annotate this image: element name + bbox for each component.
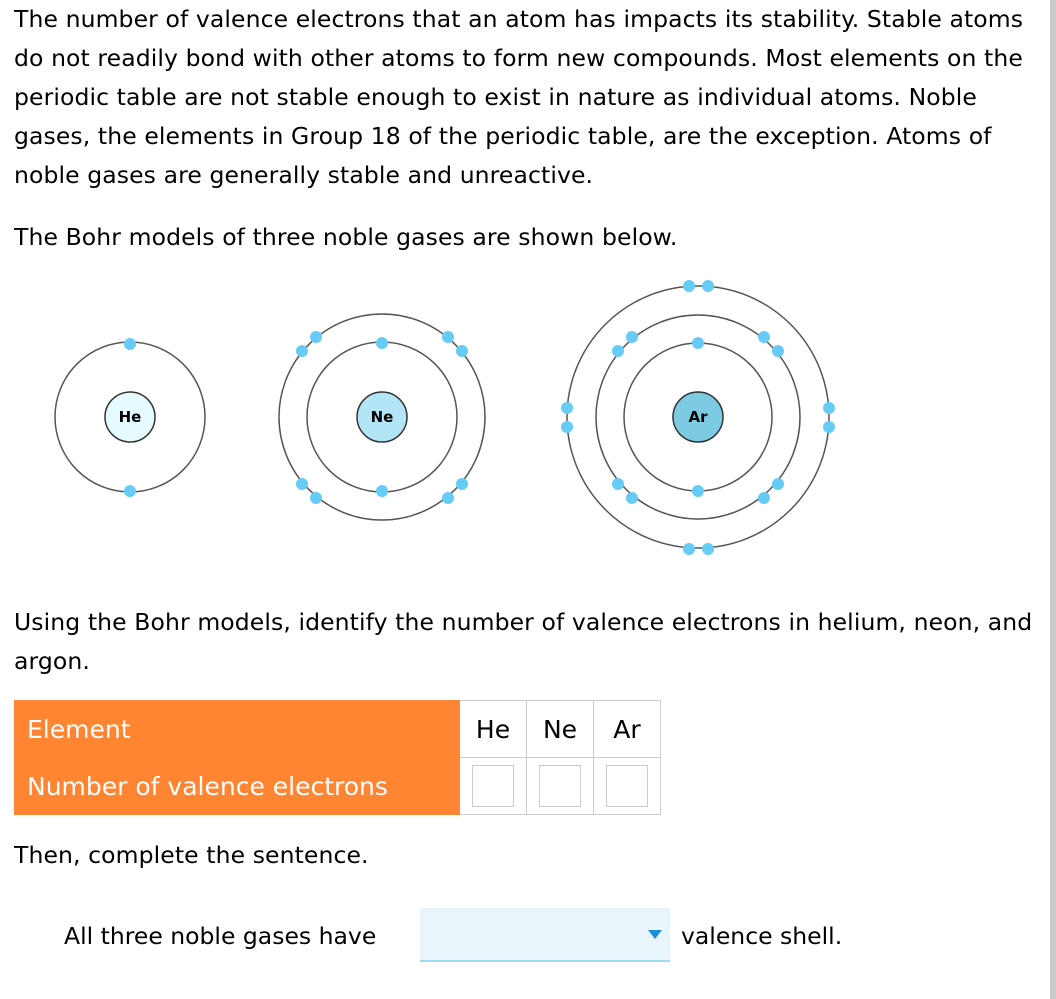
electron (310, 331, 322, 343)
electron (692, 485, 704, 497)
then-text: Then, complete the sentence. (14, 841, 369, 869)
valence-header: Number of valence electrons (15, 758, 460, 815)
electron (456, 345, 468, 357)
electron (561, 402, 573, 414)
electron (702, 280, 714, 292)
cell-he (460, 758, 527, 815)
electron (376, 337, 388, 349)
argon-model (561, 280, 835, 555)
neon-label: Ne (370, 408, 394, 426)
sentence-end: valence shell. (681, 922, 843, 950)
bohr-models-figure (0, 270, 1040, 560)
helium-model (55, 338, 205, 497)
electron (124, 485, 136, 497)
electron (376, 485, 388, 497)
ne-valence-input[interactable] (539, 765, 581, 807)
he-valence-input[interactable] (472, 765, 514, 807)
sentence (64, 908, 964, 964)
ar-valence-input[interactable] (606, 765, 648, 807)
table-row (15, 701, 661, 758)
electron (823, 402, 835, 414)
question-text: Using the Bohr models, identify the number of valence electrons in helium, neon, and argon. (14, 608, 1033, 675)
electron (442, 331, 454, 343)
argon-label: Ar (688, 408, 708, 426)
electron (772, 478, 784, 490)
column-ne: Ne (527, 701, 594, 758)
caret-down-icon (648, 930, 662, 939)
electron (124, 338, 136, 350)
valence-shell-dropdown[interactable] (420, 908, 670, 962)
electron (758, 331, 770, 343)
element-header: Element (15, 701, 460, 758)
electron (758, 492, 770, 504)
column-ar: Ar (594, 701, 661, 758)
electron (626, 492, 638, 504)
electron (456, 478, 468, 490)
electron (683, 543, 695, 555)
electron (692, 337, 704, 349)
electron (683, 280, 695, 292)
electron (442, 492, 454, 504)
sentence-start: All three noble gases have (64, 922, 377, 950)
electron (823, 421, 835, 433)
electron (626, 331, 638, 343)
electron (296, 478, 308, 490)
cell-ne (527, 758, 594, 815)
table-row (15, 758, 661, 815)
electron (702, 543, 714, 555)
scrollbar[interactable] (1050, 0, 1056, 999)
electron (310, 492, 322, 504)
neon-model (279, 314, 485, 520)
electron (561, 421, 573, 433)
models-intro-text: The Bohr models of three noble gases are shown below. (14, 223, 678, 251)
electron (772, 345, 784, 357)
cell-ar (594, 758, 661, 815)
column-he: He (460, 701, 527, 758)
electron (296, 345, 308, 357)
helium-label: He (118, 408, 142, 426)
intro-paragraph: The number of valence electrons that an atom has impacts its stability. Stable atoms do not readily bond with other atoms to form new compounds. Most elements on the periodic table are not stable enough to exist in nature as individual atoms. Noble gases, the elements in Group 18 of the periodic table, are the exception. Atoms of noble gases are generally stable and unreactive. (14, 5, 1024, 189)
electron (612, 478, 624, 490)
electron (612, 345, 624, 357)
valence-table (14, 700, 661, 815)
